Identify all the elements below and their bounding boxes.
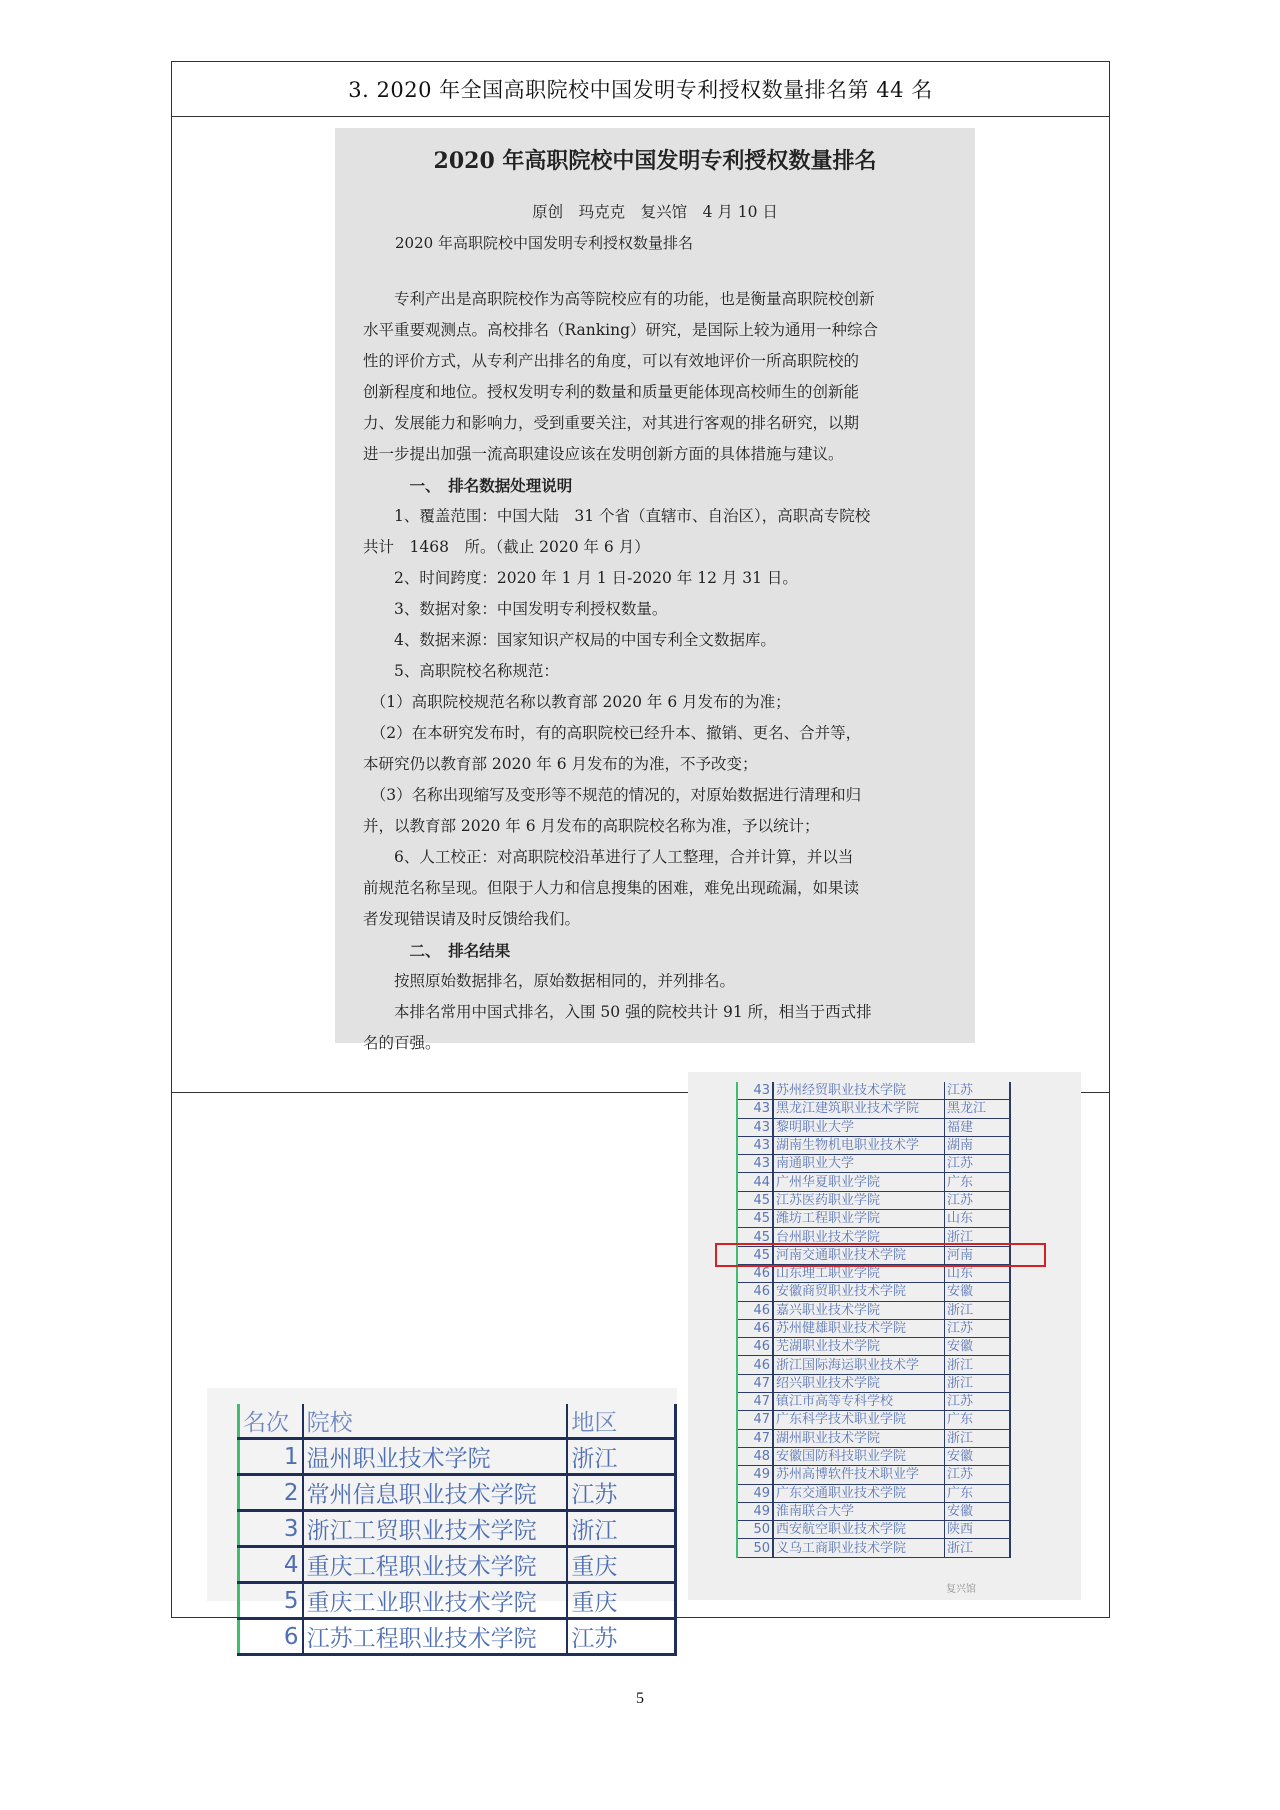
article-line: 5、高职院校名称规范： [363,662,559,680]
column-header: 院校 [303,1404,568,1439]
article-line: 者发现错误请及时反馈给我们。 [363,910,581,928]
table-row [737,1155,1010,1173]
article-line: 二、 排名结果 [363,941,511,960]
table-row [737,1338,1010,1356]
region-cell: 广东 [945,1173,1011,1191]
table-row [239,1511,676,1547]
region-cell: 浙江 [945,1429,1011,1447]
region-cell: 江苏 [945,1393,1011,1411]
school-cell: 湖州职业技术学院 [773,1429,945,1447]
article-subtitle: 2020 年高职院校中国发明专利授权数量排名 [395,234,693,252]
article-line: 专利产出是高职院校作为高等院校应有的功能，也是衡量高职院校创新 [363,290,875,308]
school-cell: 河南交通职业技术学院 [773,1246,945,1264]
school-cell: 重庆工业职业技术学院 [303,1583,568,1619]
rank-cell: 43 [737,1136,773,1154]
school-cell: 南通职业大学 [773,1155,945,1173]
article-line: 性的评价方式，从专利产出排名的角度，可以有效地评价一所高职院校的 [363,352,860,370]
region-cell: 福建 [945,1118,1011,1136]
article-line: （1）高职院校规范名称以教育部 2020 年 6 月发布的为准； [363,693,791,711]
table-row [737,1301,1010,1319]
school-cell: 安徽商贸职业技术学院 [773,1283,945,1301]
watermark: 复兴馆 [946,1584,976,1595]
school-cell: 淮南联合大学 [773,1502,945,1520]
table-row [737,1484,1010,1502]
region-cell: 江苏 [945,1466,1011,1484]
school-cell: 湖南生物机电职业技术学 [773,1136,945,1154]
table-row [239,1547,676,1583]
rank-cell: 48 [737,1447,773,1465]
rank-cell: 46 [737,1301,773,1319]
region-cell: 浙江 [945,1228,1011,1246]
table-row [737,1191,1010,1209]
table-row [737,1447,1010,1465]
table-header-row [239,1404,676,1439]
table-row [737,1082,1010,1100]
rank-cell: 47 [737,1374,773,1392]
school-cell: 西安航空职业技术学院 [773,1521,945,1539]
school-cell: 重庆工程职业技术学院 [303,1547,568,1583]
article-headline: 2020 年高职院校中国发明专利授权数量排名 [433,148,877,174]
table-row [737,1136,1010,1154]
rank-cell: 45 [737,1210,773,1228]
table-row [737,1429,1010,1447]
table-row [239,1439,676,1475]
article-line: 1、覆盖范围：中国大陆 31 个省（直辖市、自治区），高职高专院校 [363,507,871,525]
region-cell: 江苏 [945,1319,1011,1337]
table-row [737,1118,1010,1136]
section-title: 3. 2020 年全国高职院校中国发明专利授权数量排名第 44 名 [348,78,933,102]
rank-cell: 2 [239,1475,303,1511]
school-cell: 广东科学技术职业学院 [773,1411,945,1429]
region-cell: 浙江 [945,1539,1011,1557]
article-line: 2、时间跨度：2020 年 1 月 1 日-2020 年 12 月 31 日。 [363,569,798,587]
region-cell: 江苏 [567,1619,675,1655]
article-line: 进一步提出加强一流高职建设应该在发明创新方面的具体措施与建议。 [363,445,844,463]
table-row [737,1502,1010,1520]
rank-cell: 3 [239,1511,303,1547]
article-line: 3、数据对象：中国发明专利授权数量。 [363,600,668,618]
school-cell: 绍兴职业技术学院 [773,1374,945,1392]
school-cell: 浙江国际海运职业技术学 [773,1356,945,1374]
school-cell: 江苏工程职业技术学院 [303,1619,568,1655]
article-screenshot [335,128,975,1052]
table-row [737,1374,1010,1392]
school-cell: 黎明职业大学 [773,1118,945,1136]
region-cell: 湖南 [945,1136,1011,1154]
article-line: 共计 1468 所。（截止 2020 年 6 月） [363,538,650,556]
school-cell: 浙江工贸职业技术学院 [303,1511,568,1547]
article-line: 一、 排名数据处理说明 [363,476,573,495]
table-row [737,1264,1010,1282]
region-cell: 江苏 [945,1082,1011,1100]
school-cell: 黑龙江建筑职业技术学院 [773,1100,945,1118]
table-row [737,1356,1010,1374]
top-ranking-table [237,1404,677,1656]
school-cell: 常州信息职业技术学院 [303,1475,568,1511]
rank-cell: 49 [737,1484,773,1502]
table-row [737,1466,1010,1484]
rank-cell: 45 [737,1191,773,1209]
column-header: 名次 [239,1404,303,1439]
content-frame [171,61,1110,1652]
rank-cell: 45 [737,1228,773,1246]
table-row [737,1539,1010,1557]
table-row [737,1173,1010,1191]
school-cell: 芜湖职业技术学院 [773,1338,945,1356]
article-line: 力、发展能力和影响力，受到重要关注，对其进行客观的排名研究，以期 [363,414,860,432]
article-line: 名的百强。 [363,1034,441,1052]
rank-cell: 5 [239,1583,303,1619]
article-meta: 原创 玛克克 复兴馆 4 月 10 日 [532,203,778,221]
rank-cell: 49 [737,1466,773,1484]
region-cell: 江苏 [945,1155,1011,1173]
region-cell: 浙江 [567,1511,675,1547]
ranking-table [736,1082,1011,1558]
article-line: （3）名称出现缩写及变形等不规范的情况的，对原始数据进行清理和归 [363,786,862,804]
school-cell: 潍坊工程职业学院 [773,1210,945,1228]
school-cell: 广东交通职业技术学院 [773,1484,945,1502]
article-body [363,284,948,1059]
table-row [239,1583,676,1619]
rank-cell: 43 [737,1082,773,1100]
rank-cell: 45 [737,1246,773,1264]
rank-cell: 43 [737,1118,773,1136]
region-cell: 广东 [945,1484,1011,1502]
table-row [737,1283,1010,1301]
school-cell: 江苏医药职业学院 [773,1191,945,1209]
article-line: 并，以教育部 2020 年 6 月发布的高职院校名称为准，予以统计； [363,817,820,835]
school-cell: 山东理工职业学院 [773,1264,945,1282]
region-cell: 江苏 [945,1191,1011,1209]
school-cell: 台州职业技术学院 [773,1228,945,1246]
rank-cell: 46 [737,1283,773,1301]
region-cell: 重庆 [567,1583,675,1619]
region-cell: 重庆 [567,1547,675,1583]
region-cell: 河南 [945,1246,1011,1264]
table-row [737,1393,1010,1411]
rank-cell: 44 [737,1173,773,1191]
rank-cell: 4 [239,1547,303,1583]
article-line: 4、数据来源：国家知识产权局的中国专利全文数据库。 [363,631,776,649]
rank-cell: 46 [737,1338,773,1356]
school-cell: 温州职业技术学院 [303,1439,568,1475]
article-line: 按照原始数据排名，原始数据相同的，并列排名。 [363,972,736,990]
region-cell: 江苏 [567,1475,675,1511]
school-cell: 苏州健雄职业技术学院 [773,1319,945,1337]
column-header: 地区 [567,1404,675,1439]
table-row [737,1319,1010,1337]
region-cell: 浙江 [945,1356,1011,1374]
region-cell: 黑龙江 [945,1100,1011,1118]
rank-cell: 46 [737,1264,773,1282]
top-ranking-screenshot [207,1388,677,1652]
rank-cell: 47 [737,1429,773,1447]
highlight-box [715,1243,1046,1267]
rank-cell: 43 [737,1155,773,1173]
school-cell: 苏州经贸职业技术学院 [773,1082,945,1100]
region-cell: 浙江 [945,1374,1011,1392]
article-line: 本研究仍以教育部 2020 年 6 月发布的为准，不予改变； [363,755,758,773]
school-cell: 安徽国防科技职业学院 [773,1447,945,1465]
article-line: 本排名常用中国式排名，入围 50 强的院校共计 91 所，相当于西式排 [363,1003,872,1021]
rank-cell: 47 [737,1411,773,1429]
table-row [239,1619,676,1655]
region-cell: 安徽 [945,1502,1011,1520]
article-line: 6、人工校正：对高职院校沿革进行了人工整理，合并计算，并以当 [363,848,854,866]
region-cell: 安徽 [945,1283,1011,1301]
region-cell: 陕西 [945,1521,1011,1539]
region-cell: 浙江 [945,1301,1011,1319]
rank-cell: 49 [737,1502,773,1520]
region-cell: 安徽 [945,1447,1011,1465]
table-row [737,1521,1010,1539]
school-cell: 苏州高博软件技术职业学 [773,1466,945,1484]
region-cell: 山东 [945,1264,1011,1282]
title-divider [172,116,1109,117]
school-cell: 镇江市高等专科学校 [773,1393,945,1411]
article-line: 前规范名称呈现。但限于人力和信息搜集的困难，难免出现疏漏，如果读 [363,879,860,897]
rank-cell: 46 [737,1319,773,1337]
region-cell: 安徽 [945,1338,1011,1356]
region-cell: 浙江 [567,1439,675,1475]
school-cell: 嘉兴职业技术学院 [773,1301,945,1319]
table-row [737,1210,1010,1228]
article-line: 创新程度和地位。授权发明专利的数量和质量更能体现高校师生的创新能 [363,383,860,401]
rank-cell: 6 [239,1619,303,1655]
rank-cell: 47 [737,1393,773,1411]
rank-cell: 46 [737,1356,773,1374]
page-number: 5 [636,1690,644,1707]
rank-cell: 1 [239,1439,303,1475]
article-line: （2）在本研究发布时，有的高职院校已经升本、撤销、更名、合并等， [363,724,862,742]
article-line: 水平重要观测点。高校排名（Ranking）研究，是国际上较为通用一种综合 [363,321,879,339]
rank-cell: 50 [737,1539,773,1557]
region-cell: 山东 [945,1210,1011,1228]
ranking-screenshot [688,1072,1081,1600]
school-cell: 广州华夏职业学院 [773,1173,945,1191]
table-row [737,1100,1010,1118]
region-cell: 广东 [945,1411,1011,1429]
rank-cell: 43 [737,1100,773,1118]
table-row [239,1475,676,1511]
table-row [737,1411,1010,1429]
school-cell: 义乌工商职业技术学院 [773,1539,945,1557]
rank-cell: 50 [737,1521,773,1539]
